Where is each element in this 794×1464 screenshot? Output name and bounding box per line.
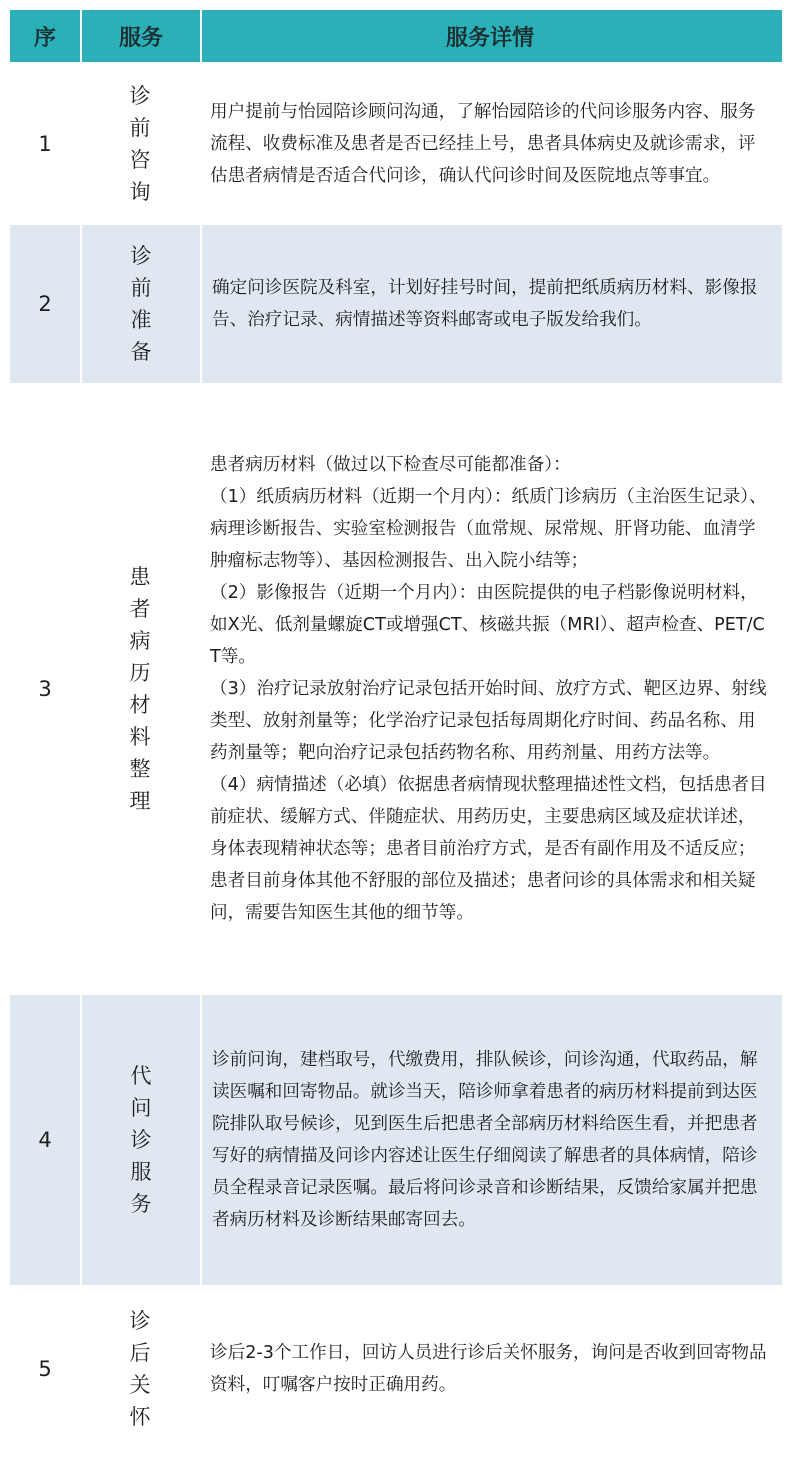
header-service: 服务 [80, 10, 200, 62]
row-service: 诊前咨询 [129, 83, 151, 204]
row-service: 诊后关怀 [129, 1309, 151, 1429]
row-detail: 用户提前与怡园陪诊顾问沟通，了解怡园陪诊的代问诊服务内容、服务流程、收费标准及患者是否已经挂上号，患者具体病史及就诊需求，评估患者病情是否适合代问诊，确认代问诊时间及医院地点等事宜。 [210, 101, 756, 186]
row-service: 患者病历材料整理 [129, 565, 151, 813]
row-detail: 患者病历材料（做过以下检查尽可能都准备）： （1）纸质病历材料（近期一个月内）：纸质门诊病历（主治医生记录）、病理诊断报告、实验室检测报告（血常规、尿常规、肝肾功能、血清学肿瘤标志物等）、基因检测报告、出入院小结等； （2）影像报告（近期一个月内）：由医院提供的电子档影像说明材料，如X光、低剂量螺旋CT或增强CT、核磁共振（MRI）、超声检查、PET/CT等。 （3）治疗记录放射治疗记录包括开始时间、放疗方式、靶区边界、射线类型、放射剂量等；化学治疗记录包括每周期化疗时间、药品名称、用药剂量等；靶向治疗记录包括药物名称、用药剂量、用药方法等。 （4）病情描述（必填）依据患者病情现状整理描述性文档，包括患者目前症状、缓解方式、伴随症状、用药历史，主要患病区域及症状详述，身体表现精神状态等；患者目前治疗方式，是否有副作用及不适反应；患者目前身体其他不舒服的部位及描述；患者问诊的具体需求和相关疑问，需要告知医生其他的细节等。 [210, 455, 767, 923]
row-seq: 1 [38, 131, 52, 156]
row-seq: 4 [38, 1128, 52, 1152]
header-detail: 服务详情 [200, 10, 782, 62]
header-seq: 序 [33, 25, 56, 51]
row-detail: 确定问诊医院及科室，计划好挂号时间，提前把纸质病历材料、影像报告、治疗记录、病情描述等资料邮寄或电子版发给我们。 [200, 225, 782, 383]
table-row [10, 995, 782, 1285]
row-seq: 5 [38, 1357, 52, 1381]
table-header [10, 10, 782, 62]
table-row [10, 383, 782, 995]
row-service: 诊前准备 [80, 225, 200, 383]
table-row [10, 1285, 782, 1453]
row-detail: 诊后2-3个工作日，回访人员进行诊后关怀服务，询问是否收到回寄物品资料，叮嘱客户按时正确用药。 [210, 1343, 767, 1395]
row-seq: 3 [38, 677, 52, 701]
row-detail: 诊前问询，建档取号，代缴费用，排队候诊，问诊沟通，代取药品，解读医嘱和回寄物品。就诊当天，陪诊师拿着患者的病历材料提前到达医院排队取号候诊，见到医生后把患者全部病历材料给医生看，并把患者写好的病情描及问诊内容述让医生仔细阅读了解患者的具体病情，陪诊员全程录音记录医嘱。最后将问诊录音和诊断结果，反馈给家属并把患者病历材料及诊断结果邮寄回去。 [200, 995, 782, 1285]
table-row [10, 225, 782, 383]
row-service: 代问诊服务 [80, 995, 200, 1285]
table-row [10, 62, 782, 225]
row-seq: 2 [38, 292, 52, 316]
